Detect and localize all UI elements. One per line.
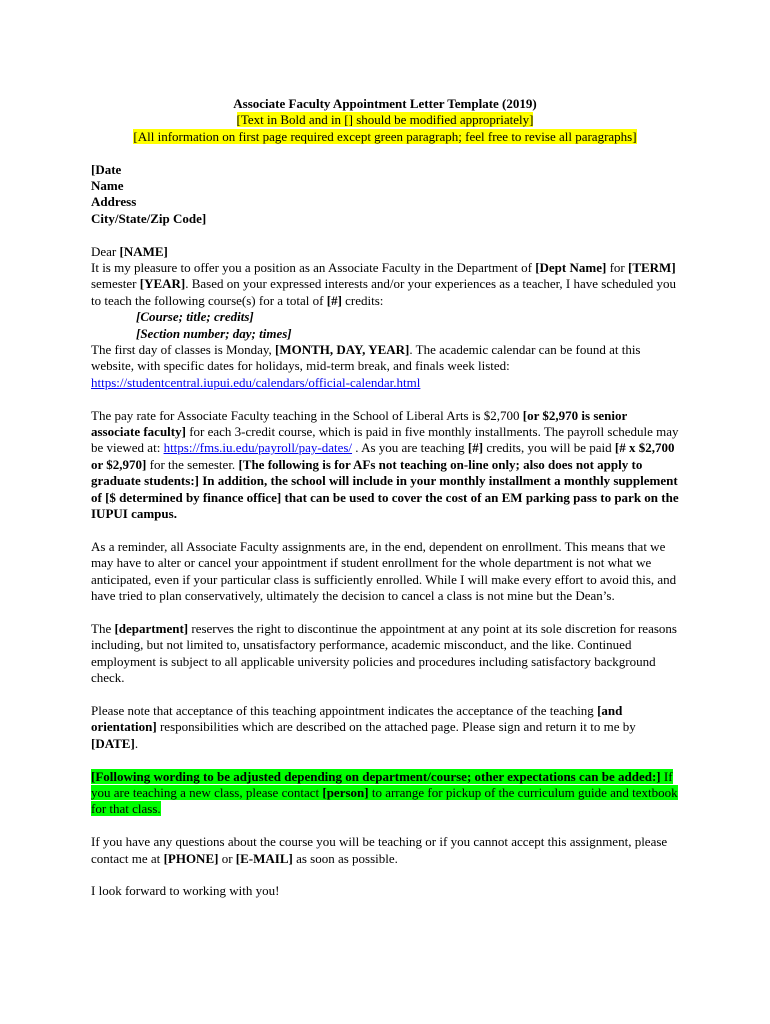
paragraph-enrollment: As a reminder, all Associate Faculty assignments are, in the end, dependent on enrollment. This means that we may have to alter or cancel your appointment if student enrollment for the whole department is not what we anticipated, even if your particular class is sufficiently enrolled. While I will make every effort to avoid this, and have tried to plan conservatively, ultimately the decision to cancel a class is not mine but the Dean’s. [91, 538, 677, 604]
paragraph-discontinue: The [department] reserves the right to discontinue the appointment at any point at its sole discretion for reasons including, but not limited to, unsatisfactory performance, academic misconduct, and the like. Continued employment is subject to all applicable university policies and procedures including satisfactory background check. [91, 620, 677, 686]
section-line: [Section number; day; times] [136, 325, 292, 341]
letter-body [91, 96, 679, 916]
paragraph-optional-green: [Following wording to be adjusted depending on department/course; other expectations can be added:] If you are teaching a new class, please contact [person] to arrange for pickup of the curriculum guide and textbook for that class. [91, 768, 678, 817]
closing-line: I look forward to working with you! [91, 883, 280, 899]
instruction-note-1: [Text in Bold and in [] should be modified appropriately] [236, 112, 534, 128]
paragraph-offer [91, 244, 679, 392]
first-day-text: The first day of classes is Monday, [MONTH, DAY, YEAR]. The academic calendar can be found at this website, with specific dates for holidays, mid-term break, and finals week listed: https://studentcentral.iupui.edu/calendars/official-calendar.html [91, 342, 641, 390]
course-line: [Course; title; credits] [136, 309, 254, 325]
paragraph-pay-rate: The pay rate for Associate Faculty teaching in the School of Liberal Arts is $2,700 [or $2,970 is senior associate faculty] for each 3-credit course, which is paid in five monthly installments. The payroll schedule may be viewed at: https://fms.iu.edu/payroll/pay-dates/ . As you are teaching [#] credits, you will be paid [# x $2,700 or $2,970] for the semester. [The following is for AFs not teaching on-line only; also does not apply to graduate students:] In addition, the school will include in your monthly installment a monthly supplement of [$ determined by finance office] that can be used to cover the cost of an EM parking pass to park on the IUPUI campus. [91, 407, 679, 522]
salutation: Dear [NAME] [91, 243, 168, 259]
paragraph-contact: If you have any questions about the course you will be teaching or if you cannot accept this assignment, please contact me at [PHONE] or [E-MAIL] as soon as possible. [91, 834, 668, 866]
address-line-address: Address [91, 194, 137, 210]
payroll-link[interactable]: https://fms.iu.edu/payroll/pay-dates/ [163, 440, 353, 456]
calendar-link[interactable]: https://studentcentral.iupui.edu/calendars/official-calendar.html [91, 374, 421, 390]
header-block [51, 96, 719, 145]
address-block [91, 162, 679, 228]
address-line-date: [Date [91, 161, 122, 177]
address-line-city: City/State/Zip Code] [91, 210, 207, 226]
instruction-note-2: [All information on first page required except green paragraph; feel free to revise all paragraphs] [133, 128, 637, 144]
document-title: Associate Faculty Appointment Letter Template (2019) [233, 96, 537, 111]
address-line-name: Name [91, 178, 124, 194]
offer-text: It is my pleasure to offer you a position as an Associate Faculty in the Department of [Dept Name] for [TERM] semester [YEAR]. Based on your expressed interests and/or your experiences as a teacher, I have scheduled you to teach the following course(s) for a total of [#] credits: [91, 260, 677, 308]
paragraph-acceptance: Please note that acceptance of this teaching appointment indicates the acceptance of the teaching [and orientation] responsibilities which are described on the attached page. Please sign and return it to me by [DATE]. [91, 702, 636, 751]
